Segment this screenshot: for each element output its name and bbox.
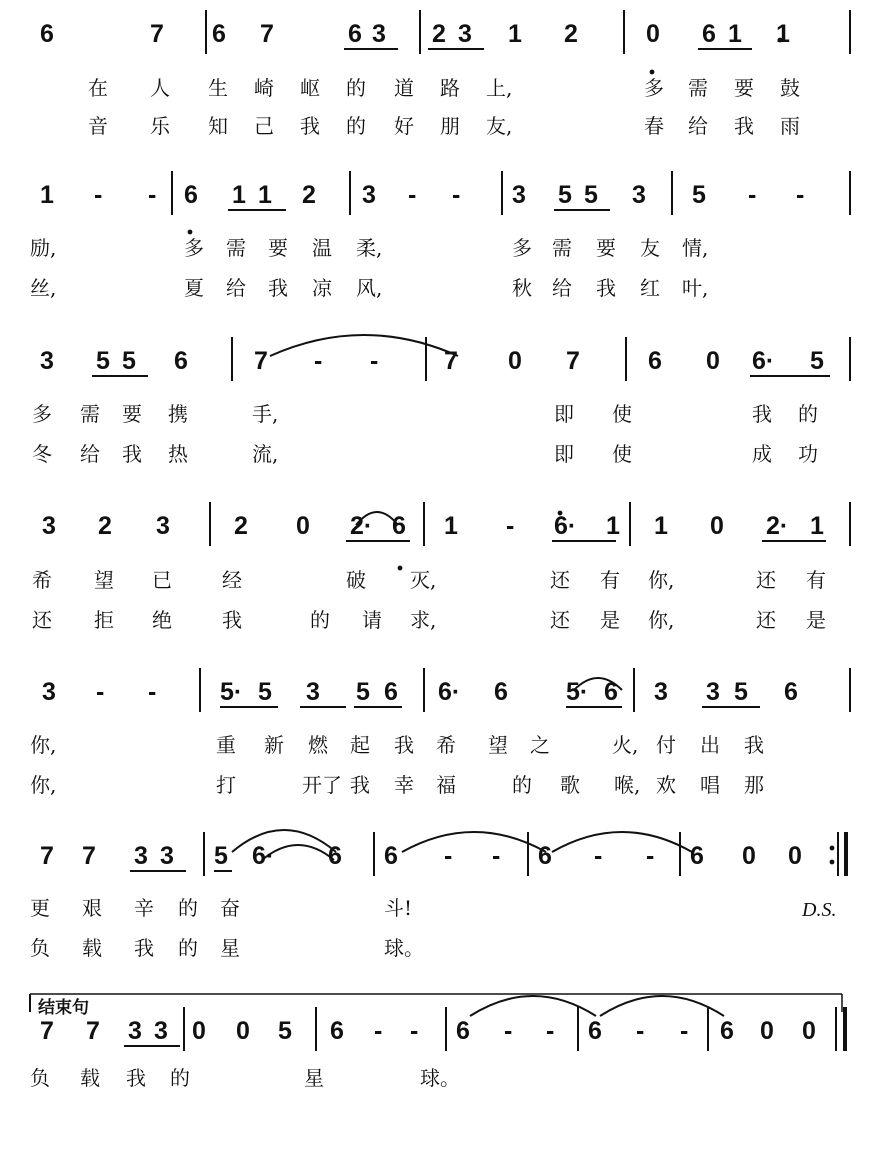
- note: -: [506, 512, 515, 540]
- lyric-verse-2: 友,: [486, 114, 513, 138]
- slur: [402, 832, 546, 852]
- lyric-verse-1: 艰: [82, 896, 102, 920]
- note: 7: [150, 20, 164, 48]
- note: 6: [40, 20, 54, 48]
- ending-lyric: 负: [30, 1066, 50, 1090]
- note: -: [492, 842, 501, 870]
- ending-lyric: 的: [170, 1066, 190, 1090]
- lyric-verse-2: 叶,: [682, 276, 709, 300]
- note: 6: [174, 347, 188, 375]
- note: 1: [232, 181, 246, 209]
- lyric-verse-1: 要: [122, 402, 142, 426]
- lyric-verse-2: 你,: [648, 608, 675, 632]
- lyric-verse-1: 付: [656, 733, 676, 757]
- note: 0: [296, 512, 310, 540]
- note: 3: [512, 181, 526, 209]
- lyric-verse-2: 球。: [384, 936, 424, 960]
- ending-note: 6: [720, 1017, 734, 1045]
- lyric-verse-1: 你,: [648, 568, 675, 592]
- lyric-verse-1: 携: [168, 402, 188, 426]
- note: -: [452, 181, 461, 209]
- note: 6: [690, 842, 704, 870]
- lyric-verse-1: 需: [688, 76, 708, 100]
- lyric-verse-1: 斗!: [384, 896, 413, 920]
- note: 1: [508, 20, 522, 48]
- lyric-verse-1: 情,: [682, 236, 709, 260]
- note: 5: [810, 347, 824, 375]
- lyric-verse-1: 多: [512, 236, 532, 260]
- lyric-verse-1: 需: [226, 236, 246, 260]
- ending-note: -: [680, 1017, 689, 1045]
- note: -: [148, 678, 157, 706]
- lyric-verse-1: 起: [350, 733, 370, 757]
- note: 2: [432, 20, 446, 48]
- lyric-verse-2: 求,: [410, 608, 437, 632]
- lyric-verse-1: 道: [394, 76, 414, 100]
- lyric-verse-2: 喉,: [614, 773, 641, 797]
- lyric-verse-2: 风,: [356, 276, 383, 300]
- note: 3: [42, 512, 56, 540]
- note: 3: [134, 842, 148, 870]
- lyric-verse-2: 我: [350, 773, 370, 797]
- lyric-verse-1: 我: [394, 733, 414, 757]
- lyric-verse-1: 柔,: [356, 236, 383, 260]
- note: 5: [692, 181, 706, 209]
- lyric-verse-2: 的: [178, 936, 198, 960]
- lyric-verse-1: 手,: [252, 402, 279, 426]
- note: 3: [654, 678, 668, 706]
- lyric-verse-1: 温: [312, 236, 332, 260]
- lyric-verse-1: 多: [184, 236, 204, 260]
- note: 6: [184, 181, 198, 209]
- lyric-verse-2: 打: [216, 773, 236, 797]
- lyric-verse-1: 更: [30, 896, 50, 920]
- lyric-verse-2: 热: [168, 442, 188, 466]
- lyric-verse-2: 春: [644, 114, 664, 138]
- note: 6·: [252, 842, 275, 870]
- lyric-verse-2: 拒: [94, 608, 114, 632]
- lyric-verse-2: 载: [82, 936, 102, 960]
- ending-note: 0: [802, 1017, 816, 1045]
- note: 7: [566, 347, 580, 375]
- lyric-verse-1: 鼓: [780, 76, 800, 100]
- note: 2·: [766, 512, 789, 540]
- ending-note: 0: [760, 1017, 774, 1045]
- octave-dot-low: [398, 566, 403, 571]
- note: 5: [734, 678, 748, 706]
- note: 0: [646, 20, 660, 48]
- note: 3: [40, 347, 54, 375]
- note: -: [94, 181, 103, 209]
- lyric-verse-2: 秋: [512, 276, 532, 300]
- octave-dot-low: [650, 70, 655, 75]
- note: -: [646, 842, 655, 870]
- lyric-verse-2: 丝,: [30, 276, 57, 300]
- lyric-verse-2: 还: [32, 608, 52, 632]
- lyric-verse-1: 要: [596, 236, 616, 260]
- note: 0: [508, 347, 522, 375]
- lyric-verse-2: 给: [552, 276, 572, 300]
- note: 3: [42, 678, 56, 706]
- slur: [270, 335, 458, 356]
- note: 1: [728, 20, 742, 48]
- note: 7: [254, 347, 268, 375]
- note: 6: [384, 678, 398, 706]
- note: 6: [348, 20, 362, 48]
- lyric-verse-1: 重: [216, 733, 236, 757]
- lyric-verse-1: 的: [798, 402, 818, 426]
- ending-label: 结束句: [38, 998, 89, 1018]
- lyric-verse-2: 好: [394, 114, 414, 138]
- lyric-verse-2: 流,: [252, 442, 279, 466]
- lyric-verse-1: 已: [152, 568, 172, 592]
- lyric-verse-1: 有: [806, 568, 826, 592]
- ending-note: 0: [236, 1017, 250, 1045]
- lyric-verse-2: 给: [688, 114, 708, 138]
- note: 6: [538, 842, 552, 870]
- lyric-verse-2: 的: [346, 114, 366, 138]
- lyric-verse-1: 即: [554, 402, 574, 426]
- note: -: [796, 181, 805, 209]
- note: 0: [706, 347, 720, 375]
- note: -: [748, 181, 757, 209]
- lyric-verse-1: 崎: [254, 76, 274, 100]
- note: 3: [362, 181, 376, 209]
- lyric-verse-1: 多: [32, 402, 52, 426]
- lyric-verse-2: 唱: [700, 773, 720, 797]
- lyric-verse-2: 了: [322, 773, 342, 797]
- lyric-verse-1: 之: [530, 733, 550, 757]
- lyric-verse-1: 的: [178, 896, 198, 920]
- lyric-verse-1: 需: [80, 402, 100, 426]
- lyric-verse-1: 要: [734, 76, 754, 100]
- note: 5·: [220, 678, 243, 706]
- note: 7: [82, 842, 96, 870]
- lyric-verse-2: 我: [122, 442, 142, 466]
- note: 2: [564, 20, 578, 48]
- note: 5·: [566, 678, 589, 706]
- note: 1: [810, 512, 824, 540]
- note: 0: [742, 842, 756, 870]
- lyric-verse-1: 在: [88, 76, 108, 100]
- lyric-verse-1: 望: [94, 568, 114, 592]
- lyric-verse-2: 己: [254, 114, 274, 138]
- lyric-verse-2: 我: [300, 114, 320, 138]
- lyric-verse-1: 我: [744, 733, 764, 757]
- note: -: [408, 181, 417, 209]
- lyric-verse-2: 音: [88, 114, 108, 138]
- lyric-verse-2: 歌: [560, 773, 580, 797]
- lyric-verse-2: 幸: [394, 773, 414, 797]
- lyric-verse-1: 人: [150, 76, 170, 100]
- note: -: [594, 842, 603, 870]
- lyric-verse-1: 上,: [486, 76, 513, 100]
- lyric-verse-2: 给: [80, 442, 100, 466]
- lyric-verse-2: 还: [550, 608, 570, 632]
- lyric-verse-1: 新: [264, 733, 284, 757]
- lyric-verse-1: 希: [32, 568, 52, 592]
- note: 7: [260, 20, 274, 48]
- lyric-verse-2: 使: [612, 442, 632, 466]
- note: 6: [784, 678, 798, 706]
- repeat-dot: [830, 860, 835, 865]
- note: 6·: [438, 678, 461, 706]
- lyric-verse-1: 灭,: [410, 568, 437, 592]
- lyric-verse-1: 经: [222, 568, 242, 592]
- repeat-dot: [830, 846, 835, 851]
- lyric-verse-2: 夏: [184, 276, 204, 300]
- note: 5: [584, 181, 598, 209]
- lyric-verse-2: 我: [134, 936, 154, 960]
- note: 6: [392, 512, 406, 540]
- note: -: [314, 347, 323, 375]
- note: 2: [234, 512, 248, 540]
- lyric-verse-2: 朋: [440, 114, 460, 138]
- note: 3: [632, 181, 646, 209]
- lyric-verse-2: 雨: [780, 114, 800, 138]
- ending-note: 0: [192, 1017, 206, 1045]
- ending-note: -: [636, 1017, 645, 1045]
- note: 0: [710, 512, 724, 540]
- ending-note: -: [374, 1017, 383, 1045]
- lyric-verse-2: 给: [226, 276, 246, 300]
- note: -: [370, 347, 379, 375]
- note: 3: [706, 678, 720, 706]
- lyric-verse-1: 使: [612, 402, 632, 426]
- lyric-verse-2: 是: [600, 608, 620, 632]
- slur: [232, 830, 336, 852]
- ending-lyric: 球。: [420, 1066, 460, 1090]
- lyric-verse-2: 你,: [30, 773, 57, 797]
- lyric-verse-2: 是: [806, 608, 826, 632]
- lyric-verse-2: 即: [554, 442, 574, 466]
- lyric-verse-2: 欢: [656, 773, 676, 797]
- note: -: [148, 181, 157, 209]
- ending-note: 5: [278, 1017, 292, 1045]
- lyric-verse-2: 我: [734, 114, 754, 138]
- ending-note: 3: [154, 1017, 168, 1045]
- ending-note: 6: [456, 1017, 470, 1045]
- lyric-verse-1: 励,: [30, 236, 57, 260]
- note: 1: [606, 512, 620, 540]
- note: 1: [258, 181, 272, 209]
- lyric-verse-1: 破: [346, 568, 366, 592]
- slur: [600, 996, 724, 1016]
- note: 5: [356, 678, 370, 706]
- lyric-verse-1: 生: [208, 76, 228, 100]
- lyric-verse-1: 多: [644, 76, 664, 100]
- note: 6: [494, 678, 508, 706]
- note: 2: [302, 181, 316, 209]
- lyric-verse-1: 奋: [220, 896, 240, 920]
- lyric-verse-1: 友: [640, 236, 660, 260]
- note: 6·: [554, 512, 577, 540]
- note: 2·: [350, 512, 373, 540]
- lyric-verse-1: 岖: [300, 76, 320, 100]
- note: 6: [648, 347, 662, 375]
- lyric-verse-1: 还: [550, 568, 570, 592]
- note: 1: [654, 512, 668, 540]
- lyric-verse-1: 火,: [612, 733, 639, 757]
- lyric-verse-1: 望: [488, 733, 508, 757]
- note: 6: [702, 20, 716, 48]
- lyric-verse-2: 还: [756, 608, 776, 632]
- lyric-verse-1: 的: [346, 76, 366, 100]
- lyric-verse-2: 冬: [32, 442, 52, 466]
- lyric-verse-2: 请: [362, 608, 382, 632]
- note: 5: [122, 347, 136, 375]
- lyric-verse-2: 凉: [312, 276, 332, 300]
- note: 3: [160, 842, 174, 870]
- note: 6: [328, 842, 342, 870]
- lyric-verse-1: 希: [436, 733, 456, 757]
- lyric-verse-2: 负: [30, 936, 50, 960]
- ending-lyric: 载: [80, 1066, 100, 1090]
- lyric-verse-2: 绝: [152, 608, 172, 632]
- lyric-verse-2: 那: [744, 773, 764, 797]
- note: 7: [40, 842, 54, 870]
- lyric-verse-2: 星: [220, 936, 240, 960]
- note: 6: [384, 842, 398, 870]
- ending-note: -: [546, 1017, 555, 1045]
- note: 5: [214, 842, 228, 870]
- note: -: [444, 842, 453, 870]
- lyric-verse-2: 开: [302, 773, 322, 797]
- lyric-verse-2: 红: [640, 276, 660, 300]
- lyric-verse-1: 出: [700, 733, 720, 757]
- lyric-verse-2: 我: [222, 608, 242, 632]
- ending-note: -: [504, 1017, 513, 1045]
- note: 1: [40, 181, 54, 209]
- note: 6: [212, 20, 226, 48]
- lyric-verse-2: 我: [268, 276, 288, 300]
- ending-note: 6: [330, 1017, 344, 1045]
- lyric-verse-1: 有: [600, 568, 620, 592]
- lyric-verse-1: 路: [440, 76, 460, 100]
- lyric-verse-2: 我: [596, 276, 616, 300]
- note: 6·: [752, 347, 775, 375]
- ending-note: 7: [40, 1017, 54, 1045]
- lyric-verse-1: 你,: [30, 733, 57, 757]
- ending-note: 6: [588, 1017, 602, 1045]
- lyric-verse-2: 的: [512, 773, 532, 797]
- repeat-mark-ds: D.S.: [802, 899, 837, 921]
- octave-dot-low: [188, 230, 193, 235]
- lyric-verse-2: 的: [310, 608, 330, 632]
- note: 5: [258, 678, 272, 706]
- lyric-verse-1: 我: [752, 402, 772, 426]
- note: 5: [558, 181, 572, 209]
- note: 3: [372, 20, 386, 48]
- lyric-verse-1: 辛: [134, 896, 154, 920]
- ending-lyric: 我: [126, 1066, 146, 1090]
- ending-note: -: [410, 1017, 419, 1045]
- note: 5: [96, 347, 110, 375]
- lyric-verse-1: 还: [756, 568, 776, 592]
- note: 3: [458, 20, 472, 48]
- note: 2: [98, 512, 112, 540]
- lyric-verse-2: 功: [798, 442, 818, 466]
- note: 7: [444, 347, 458, 375]
- slur: [552, 832, 692, 852]
- ending-lyric: 星: [304, 1066, 324, 1090]
- note: 1: [444, 512, 458, 540]
- note: 3: [156, 512, 170, 540]
- ending-note: 3: [128, 1017, 142, 1045]
- note: 0: [788, 842, 802, 870]
- note: 1: [776, 20, 790, 48]
- lyric-verse-2: 知: [208, 114, 228, 138]
- lyric-verse-2: 福: [436, 773, 456, 797]
- note: 6: [604, 678, 618, 706]
- ending-note: 7: [86, 1017, 100, 1045]
- note: -: [96, 678, 105, 706]
- note: 3: [306, 678, 320, 706]
- lyric-verse-2: 乐: [150, 114, 170, 138]
- lyric-verse-1: 燃: [308, 733, 328, 757]
- lyric-verse-1: 要: [268, 236, 288, 260]
- lyric-verse-2: 成: [752, 442, 772, 466]
- lyric-verse-1: 需: [552, 236, 572, 260]
